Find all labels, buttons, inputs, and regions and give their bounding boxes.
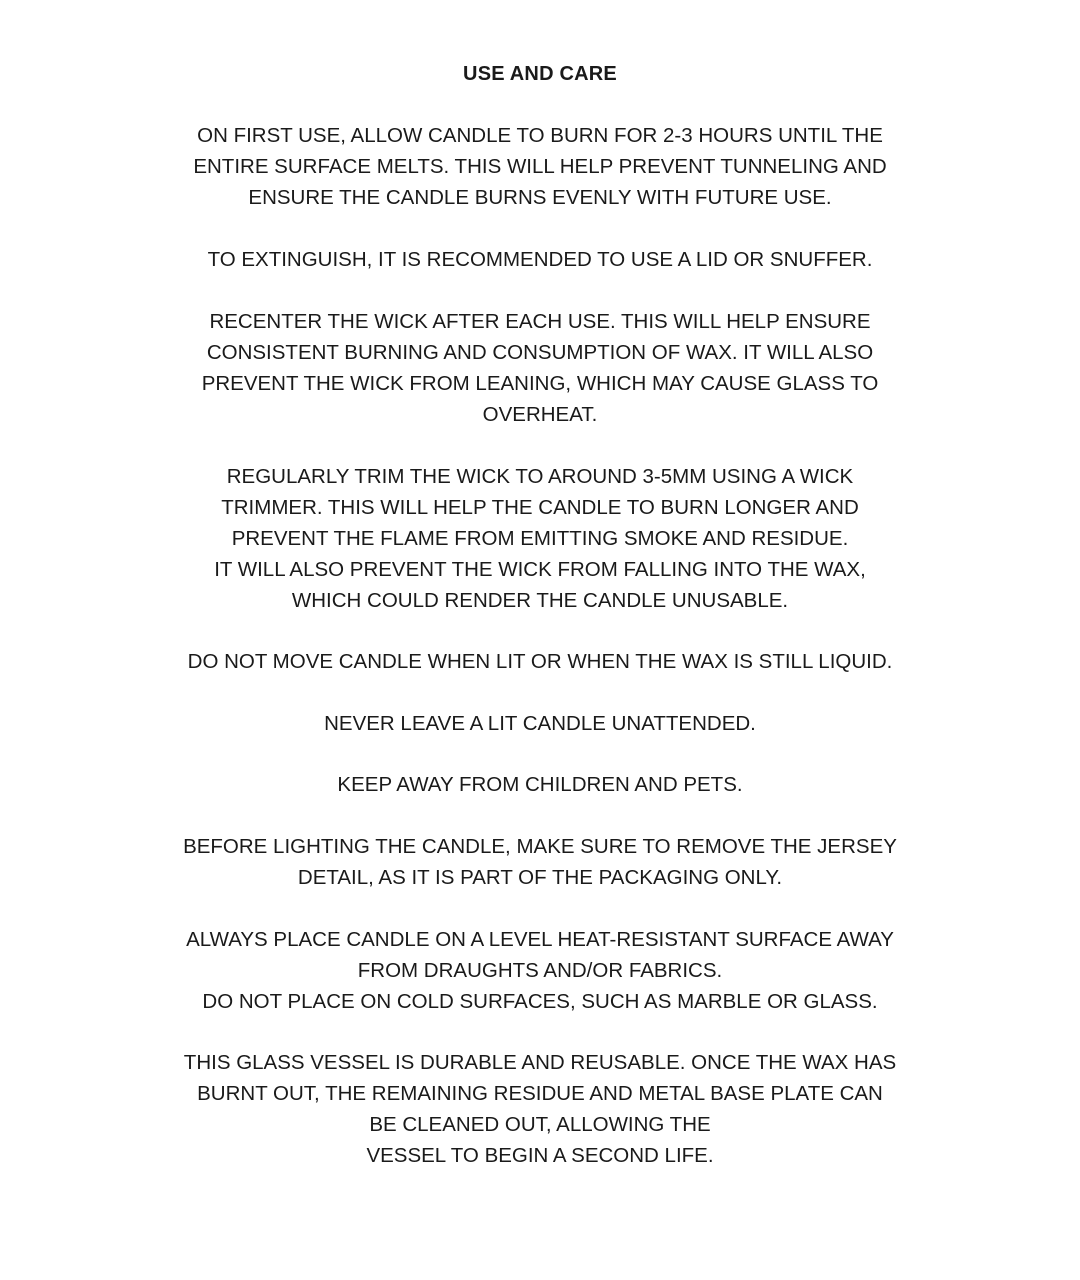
text-line: TO EXTINGUISH, IT IS RECOMMENDED TO USE A LID OR SNUFFER. xyxy=(207,248,873,271)
paragraph-jersey-detail xyxy=(0,831,1080,893)
paragraph-extinguish xyxy=(0,244,1080,275)
text-line: PREVENT THE WICK FROM LEANING, WHICH MAY CAUSE GLASS TO xyxy=(201,372,879,395)
text-line: TRIMMER. THIS WILL HELP THE CANDLE TO BURN LONGER AND xyxy=(221,496,859,519)
text-line: NEVER LEAVE A LIT CANDLE UNATTENDED. xyxy=(324,712,756,735)
paragraph-keep-away xyxy=(0,769,1080,800)
text-line: BE CLEANED OUT, ALLOWING THE xyxy=(369,1113,711,1136)
paragraph-reusable-vessel xyxy=(0,1047,1080,1171)
text-line: DO NOT MOVE CANDLE WHEN LIT OR WHEN THE WAX IS STILL LIQUID. xyxy=(187,650,893,673)
text-line: THIS GLASS VESSEL IS DURABLE AND REUSABLE. ONCE THE WAX HAS xyxy=(183,1051,897,1074)
text-line: ON FIRST USE, ALLOW CANDLE TO BURN FOR 2-3 HOURS UNTIL THE xyxy=(197,124,883,147)
text-line: KEEP AWAY FROM CHILDREN AND PETS. xyxy=(337,773,743,796)
text-line: FROM DRAUGHTS AND/OR FABRICS. xyxy=(357,959,723,982)
paragraph-first-use xyxy=(0,120,1080,213)
page-title: USE AND CARE xyxy=(463,63,617,85)
text-line: PREVENT THE FLAME FROM EMITTING SMOKE AND RESIDUE. xyxy=(231,527,849,550)
paragraph-never-unattended xyxy=(0,708,1080,739)
text-line: WHICH COULD RENDER THE CANDLE UNUSABLE. xyxy=(291,589,789,612)
paragraph-do-not-move xyxy=(0,646,1080,677)
text-line: DETAIL, AS IT IS PART OF THE PACKAGING ONLY. xyxy=(297,866,783,889)
text-line: BEFORE LIGHTING THE CANDLE, MAKE SURE TO REMOVE THE JERSEY xyxy=(183,835,897,858)
paragraph-trim-wick xyxy=(0,461,1080,616)
text-line: OVERHEAT. xyxy=(482,403,598,426)
text-line: ALWAYS PLACE CANDLE ON A LEVEL HEAT-RESISTANT SURFACE AWAY xyxy=(186,928,894,951)
paragraph-placement xyxy=(0,924,1080,1017)
text-line: REGULARLY TRIM THE WICK TO AROUND 3-5MM USING A WICK xyxy=(226,465,854,488)
text-line: ENSURE THE CANDLE BURNS EVENLY WITH FUTURE USE. xyxy=(248,186,832,209)
text-line: RECENTER THE WICK AFTER EACH USE. THIS WILL HELP ENSURE xyxy=(209,310,871,333)
text-line: ENTIRE SURFACE MELTS. THIS WILL HELP PREVENT TUNNELING AND xyxy=(193,155,887,178)
text-line: IT WILL ALSO PREVENT THE WICK FROM FALLING INTO THE WAX, xyxy=(214,558,866,581)
text-line: CONSISTENT BURNING AND CONSUMPTION OF WAX. IT WILL ALSO xyxy=(206,341,874,364)
text-line: BURNT OUT, THE REMAINING RESIDUE AND METAL BASE PLATE CAN xyxy=(197,1082,883,1105)
text-line: VESSEL TO BEGIN A SECOND LIFE. xyxy=(366,1144,714,1167)
paragraph-recenter-wick xyxy=(0,306,1080,430)
text-line: DO NOT PLACE ON COLD SURFACES, SUCH AS MARBLE OR GLASS. xyxy=(202,990,878,1013)
